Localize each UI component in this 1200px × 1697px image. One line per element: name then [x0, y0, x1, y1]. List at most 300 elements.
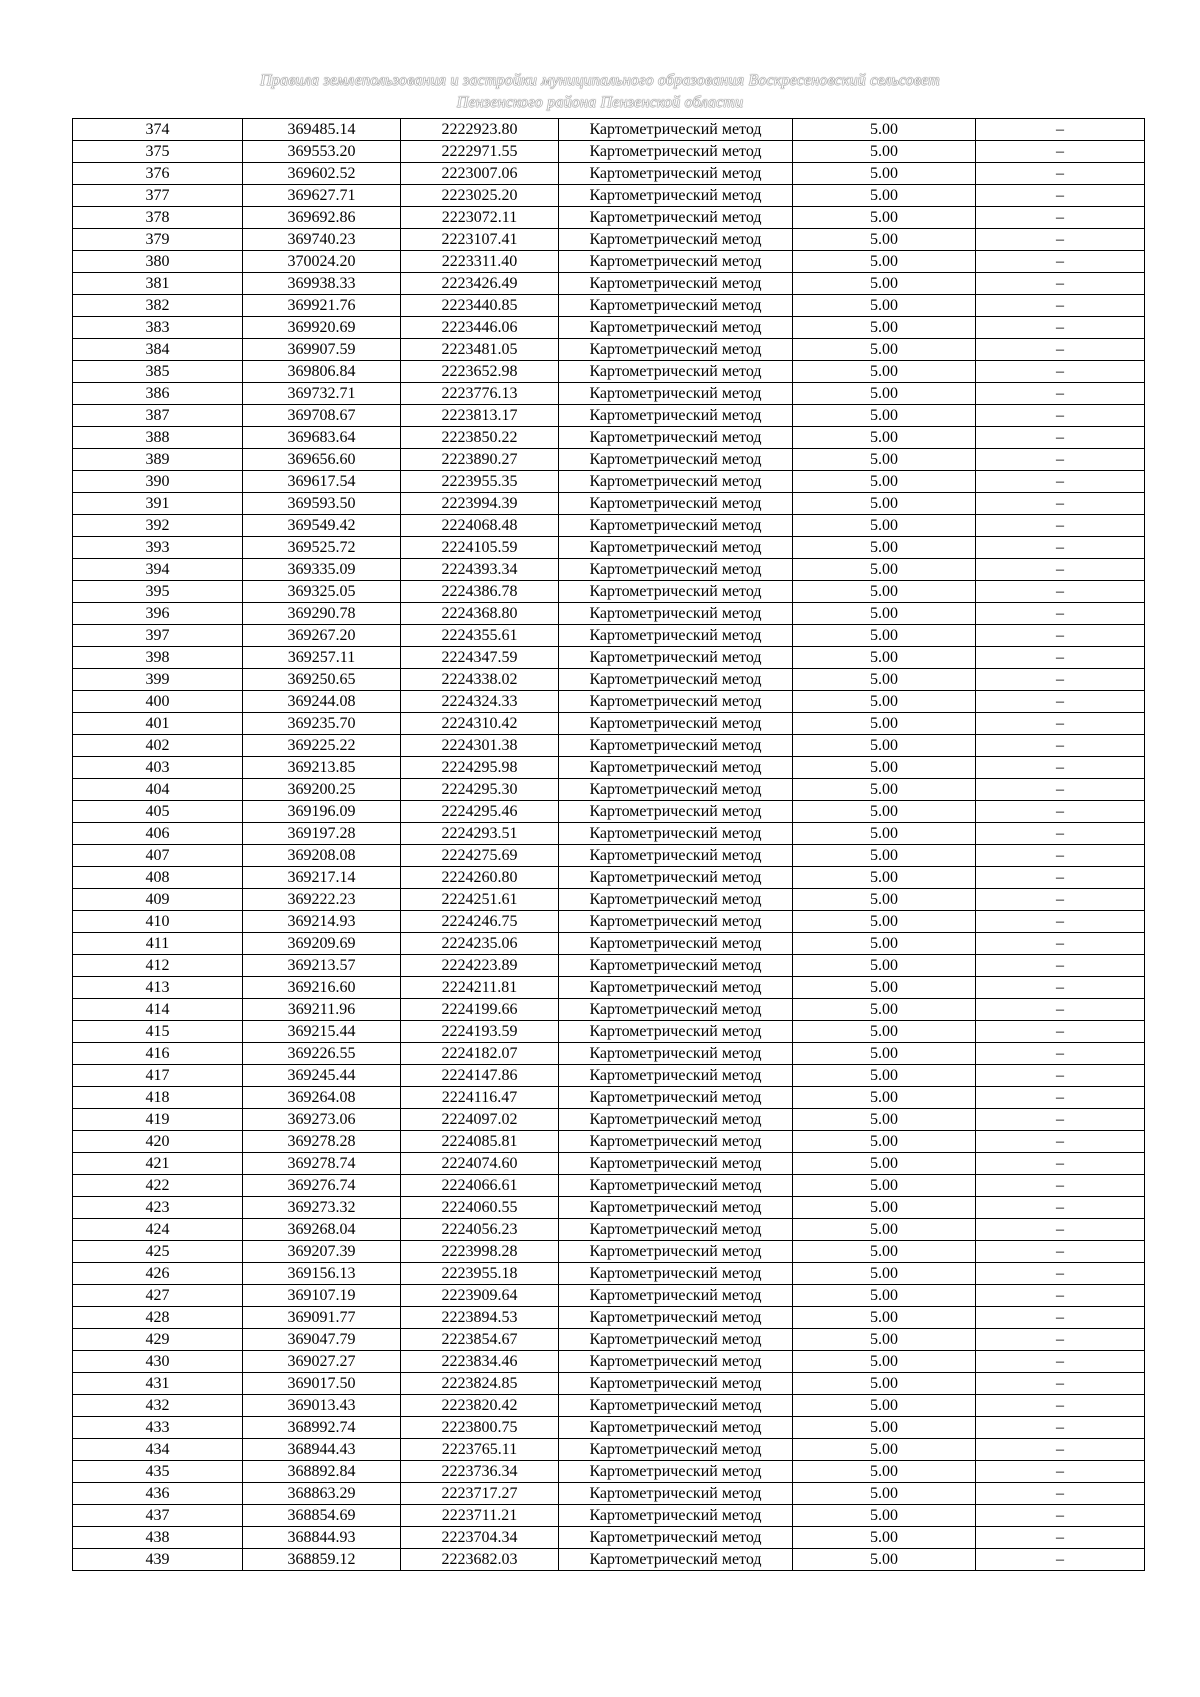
table-row — [73, 1285, 1145, 1307]
note-cell: – — [976, 1439, 1145, 1461]
accuracy-cell: 5.00 — [793, 1417, 976, 1439]
point-number-cell: 436 — [73, 1483, 243, 1505]
accuracy-cell: 5.00 — [793, 1043, 976, 1065]
note-cell: – — [976, 845, 1145, 867]
x-coordinate-cell: 368892.84 — [243, 1461, 401, 1483]
note-cell: – — [976, 251, 1145, 273]
table-row — [73, 1043, 1145, 1065]
x-coordinate-cell: 369213.85 — [243, 757, 401, 779]
note-cell: – — [976, 1483, 1145, 1505]
method-cell: Картометрический метод — [559, 449, 793, 471]
method-cell: Картометрический метод — [559, 691, 793, 713]
y-coordinate-cell: 2224251.61 — [401, 889, 559, 911]
accuracy-cell: 5.00 — [793, 889, 976, 911]
note-cell: – — [976, 933, 1145, 955]
y-coordinate-cell: 2223894.53 — [401, 1307, 559, 1329]
note-cell: – — [976, 1131, 1145, 1153]
point-number-cell: 388 — [73, 427, 243, 449]
y-coordinate-cell: 2223813.17 — [401, 405, 559, 427]
y-coordinate-cell: 2223994.39 — [401, 493, 559, 515]
point-number-cell: 423 — [73, 1197, 243, 1219]
x-coordinate-cell: 369200.25 — [243, 779, 401, 801]
accuracy-cell: 5.00 — [793, 823, 976, 845]
point-number-cell: 374 — [73, 119, 243, 141]
x-coordinate-cell: 369017.50 — [243, 1373, 401, 1395]
table-row — [73, 801, 1145, 823]
y-coordinate-cell: 2223998.28 — [401, 1241, 559, 1263]
point-number-cell: 422 — [73, 1175, 243, 1197]
point-number-cell: 379 — [73, 229, 243, 251]
y-coordinate-cell: 2224293.51 — [401, 823, 559, 845]
method-cell: Картометрический метод — [559, 1219, 793, 1241]
accuracy-cell: 5.00 — [793, 251, 976, 273]
method-cell: Картометрический метод — [559, 647, 793, 669]
x-coordinate-cell: 369264.08 — [243, 1087, 401, 1109]
accuracy-cell: 5.00 — [793, 1527, 976, 1549]
accuracy-cell: 5.00 — [793, 1373, 976, 1395]
method-cell: Картометрический метод — [559, 1351, 793, 1373]
x-coordinate-cell: 369209.69 — [243, 933, 401, 955]
y-coordinate-cell: 2223446.06 — [401, 317, 559, 339]
note-cell: – — [976, 361, 1145, 383]
point-number-cell: 405 — [73, 801, 243, 823]
y-coordinate-cell: 2224310.42 — [401, 713, 559, 735]
table-row — [73, 1065, 1145, 1087]
note-cell: – — [976, 955, 1145, 977]
accuracy-cell: 5.00 — [793, 1307, 976, 1329]
accuracy-cell: 5.00 — [793, 427, 976, 449]
table-row — [73, 955, 1145, 977]
point-number-cell: 421 — [73, 1153, 243, 1175]
y-coordinate-cell: 2223682.03 — [401, 1549, 559, 1571]
accuracy-cell: 5.00 — [793, 273, 976, 295]
accuracy-cell: 5.00 — [793, 1483, 976, 1505]
y-coordinate-cell: 2223955.18 — [401, 1263, 559, 1285]
y-coordinate-cell: 2223107.41 — [401, 229, 559, 251]
x-coordinate-cell: 369107.19 — [243, 1285, 401, 1307]
table-row — [73, 867, 1145, 889]
table-row — [73, 537, 1145, 559]
point-number-cell: 409 — [73, 889, 243, 911]
y-coordinate-cell: 2224275.69 — [401, 845, 559, 867]
note-cell: – — [976, 229, 1145, 251]
point-number-cell: 386 — [73, 383, 243, 405]
table-row — [73, 581, 1145, 603]
y-coordinate-cell: 2224295.30 — [401, 779, 559, 801]
y-coordinate-cell: 2222923.80 — [401, 119, 559, 141]
method-cell: Картометрический метод — [559, 427, 793, 449]
method-cell: Картометрический метод — [559, 229, 793, 251]
method-cell: Картометрический метод — [559, 471, 793, 493]
y-coordinate-cell: 2224097.02 — [401, 1109, 559, 1131]
point-number-cell: 429 — [73, 1329, 243, 1351]
note-cell: – — [976, 295, 1145, 317]
point-number-cell: 412 — [73, 955, 243, 977]
point-number-cell: 425 — [73, 1241, 243, 1263]
point-number-cell: 411 — [73, 933, 243, 955]
method-cell: Картометрический метод — [559, 735, 793, 757]
x-coordinate-cell: 369013.43 — [243, 1395, 401, 1417]
y-coordinate-cell: 2224060.55 — [401, 1197, 559, 1219]
table-row — [73, 1505, 1145, 1527]
accuracy-cell: 5.00 — [793, 933, 976, 955]
table-row — [73, 1351, 1145, 1373]
coordinates-table-body — [73, 119, 1145, 1571]
x-coordinate-cell: 369692.86 — [243, 207, 401, 229]
point-number-cell: 376 — [73, 163, 243, 185]
point-number-cell: 408 — [73, 867, 243, 889]
note-cell: – — [976, 1549, 1145, 1571]
method-cell: Картометрический метод — [559, 1483, 793, 1505]
accuracy-cell: 5.00 — [793, 1021, 976, 1043]
point-number-cell: 439 — [73, 1549, 243, 1571]
x-coordinate-cell: 369027.27 — [243, 1351, 401, 1373]
method-cell: Картометрический метод — [559, 405, 793, 427]
x-coordinate-cell: 369325.05 — [243, 581, 401, 603]
table-row — [73, 933, 1145, 955]
point-number-cell: 397 — [73, 625, 243, 647]
y-coordinate-cell: 2224066.61 — [401, 1175, 559, 1197]
note-cell: – — [976, 1219, 1145, 1241]
accuracy-cell: 5.00 — [793, 977, 976, 999]
point-number-cell: 418 — [73, 1087, 243, 1109]
point-number-cell: 433 — [73, 1417, 243, 1439]
method-cell: Картометрический метод — [559, 889, 793, 911]
accuracy-cell: 5.00 — [793, 1131, 976, 1153]
y-coordinate-cell: 2224295.98 — [401, 757, 559, 779]
accuracy-cell: 5.00 — [793, 1329, 976, 1351]
point-number-cell: 375 — [73, 141, 243, 163]
x-coordinate-cell: 368854.69 — [243, 1505, 401, 1527]
method-cell: Картометрический метод — [559, 1439, 793, 1461]
accuracy-cell: 5.00 — [793, 515, 976, 537]
method-cell: Картометрический метод — [559, 845, 793, 867]
table-row — [73, 911, 1145, 933]
x-coordinate-cell: 369273.06 — [243, 1109, 401, 1131]
note-cell: – — [976, 559, 1145, 581]
note-cell: – — [976, 1087, 1145, 1109]
y-coordinate-cell: 2224105.59 — [401, 537, 559, 559]
point-number-cell: 389 — [73, 449, 243, 471]
note-cell: – — [976, 1373, 1145, 1395]
note-cell: – — [976, 1241, 1145, 1263]
note-cell: – — [976, 647, 1145, 669]
point-number-cell: 434 — [73, 1439, 243, 1461]
x-coordinate-cell: 369215.44 — [243, 1021, 401, 1043]
y-coordinate-cell: 2224223.89 — [401, 955, 559, 977]
x-coordinate-cell: 369656.60 — [243, 449, 401, 471]
method-cell: Картометрический метод — [559, 1153, 793, 1175]
x-coordinate-cell: 369217.14 — [243, 867, 401, 889]
note-cell: – — [976, 449, 1145, 471]
table-row — [73, 339, 1145, 361]
point-number-cell: 383 — [73, 317, 243, 339]
accuracy-cell: 5.00 — [793, 1461, 976, 1483]
note-cell: – — [976, 1329, 1145, 1351]
note-cell: – — [976, 1263, 1145, 1285]
accuracy-cell: 5.00 — [793, 669, 976, 691]
table-row — [73, 515, 1145, 537]
method-cell: Картометрический метод — [559, 1505, 793, 1527]
x-coordinate-cell: 369257.11 — [243, 647, 401, 669]
x-coordinate-cell: 369708.67 — [243, 405, 401, 427]
point-number-cell: 438 — [73, 1527, 243, 1549]
accuracy-cell: 5.00 — [793, 647, 976, 669]
x-coordinate-cell: 368863.29 — [243, 1483, 401, 1505]
y-coordinate-cell: 2224074.60 — [401, 1153, 559, 1175]
table-row — [73, 207, 1145, 229]
method-cell: Картометрический метод — [559, 119, 793, 141]
x-coordinate-cell: 369525.72 — [243, 537, 401, 559]
x-coordinate-cell: 369197.28 — [243, 823, 401, 845]
method-cell: Картометрический метод — [559, 1307, 793, 1329]
accuracy-cell: 5.00 — [793, 1395, 976, 1417]
accuracy-cell: 5.00 — [793, 625, 976, 647]
note-cell: – — [976, 911, 1145, 933]
table-row — [73, 1087, 1145, 1109]
y-coordinate-cell: 2224199.66 — [401, 999, 559, 1021]
table-row — [73, 471, 1145, 493]
x-coordinate-cell: 369207.39 — [243, 1241, 401, 1263]
point-number-cell: 435 — [73, 1461, 243, 1483]
point-number-cell: 407 — [73, 845, 243, 867]
table-row — [73, 1417, 1145, 1439]
accuracy-cell: 5.00 — [793, 1109, 976, 1131]
note-cell: – — [976, 999, 1145, 1021]
note-cell: – — [976, 1021, 1145, 1043]
table-row — [73, 713, 1145, 735]
table-row — [73, 1219, 1145, 1241]
note-cell: – — [976, 493, 1145, 515]
point-number-cell: 392 — [73, 515, 243, 537]
x-coordinate-cell: 370024.20 — [243, 251, 401, 273]
x-coordinate-cell: 369683.64 — [243, 427, 401, 449]
note-cell: – — [976, 867, 1145, 889]
accuracy-cell: 5.00 — [793, 603, 976, 625]
accuracy-cell: 5.00 — [793, 735, 976, 757]
table-row — [73, 1263, 1145, 1285]
point-number-cell: 432 — [73, 1395, 243, 1417]
method-cell: Картометрический метод — [559, 295, 793, 317]
accuracy-cell: 5.00 — [793, 163, 976, 185]
y-coordinate-cell: 2223440.85 — [401, 295, 559, 317]
y-coordinate-cell: 2223025.20 — [401, 185, 559, 207]
table-row — [73, 1131, 1145, 1153]
note-cell: – — [976, 141, 1145, 163]
method-cell: Картометрический метод — [559, 1285, 793, 1307]
accuracy-cell: 5.00 — [793, 1505, 976, 1527]
x-coordinate-cell: 369549.42 — [243, 515, 401, 537]
accuracy-cell: 5.00 — [793, 581, 976, 603]
table-row — [73, 1197, 1145, 1219]
accuracy-cell: 5.00 — [793, 713, 976, 735]
x-coordinate-cell: 369617.54 — [243, 471, 401, 493]
y-coordinate-cell: 2223890.27 — [401, 449, 559, 471]
x-coordinate-cell: 368992.74 — [243, 1417, 401, 1439]
x-coordinate-cell: 369208.08 — [243, 845, 401, 867]
method-cell: Картометрический метод — [559, 933, 793, 955]
accuracy-cell: 5.00 — [793, 845, 976, 867]
x-coordinate-cell: 369245.44 — [243, 1065, 401, 1087]
point-number-cell: 402 — [73, 735, 243, 757]
point-number-cell: 437 — [73, 1505, 243, 1527]
method-cell: Картометрический метод — [559, 339, 793, 361]
table-row — [73, 845, 1145, 867]
note-cell: – — [976, 691, 1145, 713]
method-cell: Картометрический метод — [559, 251, 793, 273]
table-row — [73, 559, 1145, 581]
accuracy-cell: 5.00 — [793, 295, 976, 317]
x-coordinate-cell: 369276.74 — [243, 1175, 401, 1197]
y-coordinate-cell: 2223834.46 — [401, 1351, 559, 1373]
x-coordinate-cell: 369047.79 — [243, 1329, 401, 1351]
y-coordinate-cell: 2223481.05 — [401, 339, 559, 361]
accuracy-cell: 5.00 — [793, 559, 976, 581]
accuracy-cell: 5.00 — [793, 361, 976, 383]
accuracy-cell: 5.00 — [793, 1197, 976, 1219]
table-row — [73, 1395, 1145, 1417]
accuracy-cell: 5.00 — [793, 537, 976, 559]
point-number-cell: 404 — [73, 779, 243, 801]
table-row — [73, 647, 1145, 669]
note-cell: – — [976, 185, 1145, 207]
note-cell: – — [976, 163, 1145, 185]
x-coordinate-cell: 369593.50 — [243, 493, 401, 515]
accuracy-cell: 5.00 — [793, 383, 976, 405]
note-cell: – — [976, 625, 1145, 647]
note-cell: – — [976, 1065, 1145, 1087]
table-row — [73, 1483, 1145, 1505]
note-cell: – — [976, 757, 1145, 779]
table-row — [73, 823, 1145, 845]
method-cell: Картометрический метод — [559, 537, 793, 559]
table-row — [73, 273, 1145, 295]
method-cell: Картометрический метод — [559, 1329, 793, 1351]
x-coordinate-cell: 369485.14 — [243, 119, 401, 141]
note-cell: – — [976, 669, 1145, 691]
note-cell: – — [976, 1395, 1145, 1417]
note-cell: – — [976, 977, 1145, 999]
method-cell: Картометрический метод — [559, 867, 793, 889]
method-cell: Картометрический метод — [559, 1197, 793, 1219]
method-cell: Картометрический метод — [559, 1043, 793, 1065]
accuracy-cell: 5.00 — [793, 229, 976, 251]
y-coordinate-cell: 2224182.07 — [401, 1043, 559, 1065]
y-coordinate-cell: 2223850.22 — [401, 427, 559, 449]
method-cell: Картометрический метод — [559, 361, 793, 383]
accuracy-cell: 5.00 — [793, 339, 976, 361]
x-coordinate-cell: 369273.32 — [243, 1197, 401, 1219]
accuracy-cell: 5.00 — [793, 1285, 976, 1307]
method-cell: Картометрический метод — [559, 823, 793, 845]
x-coordinate-cell: 369235.70 — [243, 713, 401, 735]
method-cell: Картометрический метод — [559, 1263, 793, 1285]
y-coordinate-cell: 2224347.59 — [401, 647, 559, 669]
note-cell: – — [976, 1043, 1145, 1065]
table-row — [73, 735, 1145, 757]
note-cell: – — [976, 119, 1145, 141]
y-coordinate-cell: 2223776.13 — [401, 383, 559, 405]
note-cell: – — [976, 1197, 1145, 1219]
x-coordinate-cell: 369278.28 — [243, 1131, 401, 1153]
accuracy-cell: 5.00 — [793, 1175, 976, 1197]
method-cell: Картометрический метод — [559, 779, 793, 801]
table-row — [73, 405, 1145, 427]
note-cell: – — [976, 889, 1145, 911]
note-cell: – — [976, 1285, 1145, 1307]
table-row — [73, 317, 1145, 339]
note-cell: – — [976, 1175, 1145, 1197]
y-coordinate-cell: 2224056.23 — [401, 1219, 559, 1241]
method-cell: Картометрический метод — [559, 1065, 793, 1087]
note-cell: – — [976, 537, 1145, 559]
y-coordinate-cell: 2223717.27 — [401, 1483, 559, 1505]
table-row — [73, 779, 1145, 801]
y-coordinate-cell: 2223800.75 — [401, 1417, 559, 1439]
accuracy-cell: 5.00 — [793, 317, 976, 339]
method-cell: Картометрический метод — [559, 1549, 793, 1571]
x-coordinate-cell: 369225.22 — [243, 735, 401, 757]
method-cell: Картометрический метод — [559, 669, 793, 691]
point-number-cell: 416 — [73, 1043, 243, 1065]
y-coordinate-cell: 2224355.61 — [401, 625, 559, 647]
accuracy-cell: 5.00 — [793, 955, 976, 977]
page-header — [0, 70, 1200, 114]
table-row — [73, 999, 1145, 1021]
coordinates-table — [72, 118, 1145, 1571]
x-coordinate-cell: 369602.52 — [243, 163, 401, 185]
method-cell: Картометрический метод — [559, 1021, 793, 1043]
x-coordinate-cell: 369806.84 — [243, 361, 401, 383]
accuracy-cell: 5.00 — [793, 757, 976, 779]
point-number-cell: 417 — [73, 1065, 243, 1087]
x-coordinate-cell: 369244.08 — [243, 691, 401, 713]
y-coordinate-cell: 2223711.21 — [401, 1505, 559, 1527]
y-coordinate-cell: 2223007.06 — [401, 163, 559, 185]
method-cell: Картометрический метод — [559, 713, 793, 735]
y-coordinate-cell: 2224068.48 — [401, 515, 559, 537]
table-row — [73, 1241, 1145, 1263]
point-number-cell: 380 — [73, 251, 243, 273]
method-cell: Картометрический метод — [559, 603, 793, 625]
x-coordinate-cell: 369216.60 — [243, 977, 401, 999]
method-cell: Картометрический метод — [559, 1131, 793, 1153]
method-cell: Картометрический метод — [559, 955, 793, 977]
note-cell: – — [976, 823, 1145, 845]
table-row — [73, 163, 1145, 185]
x-coordinate-cell: 369278.74 — [243, 1153, 401, 1175]
table-row — [73, 251, 1145, 273]
table-row — [73, 1307, 1145, 1329]
point-number-cell: 400 — [73, 691, 243, 713]
x-coordinate-cell: 369740.23 — [243, 229, 401, 251]
table-row — [73, 1021, 1145, 1043]
table-row — [73, 603, 1145, 625]
y-coordinate-cell: 2224393.34 — [401, 559, 559, 581]
method-cell: Картометрический метод — [559, 801, 793, 823]
method-cell: Картометрический метод — [559, 977, 793, 999]
method-cell: Картометрический метод — [559, 493, 793, 515]
y-coordinate-cell: 2223909.64 — [401, 1285, 559, 1307]
method-cell: Картометрический метод — [559, 1395, 793, 1417]
y-coordinate-cell: 2224211.81 — [401, 977, 559, 999]
method-cell: Картометрический метод — [559, 163, 793, 185]
method-cell: Картометрический метод — [559, 185, 793, 207]
point-number-cell: 424 — [73, 1219, 243, 1241]
point-number-cell: 420 — [73, 1131, 243, 1153]
note-cell: – — [976, 779, 1145, 801]
y-coordinate-cell: 2223765.11 — [401, 1439, 559, 1461]
